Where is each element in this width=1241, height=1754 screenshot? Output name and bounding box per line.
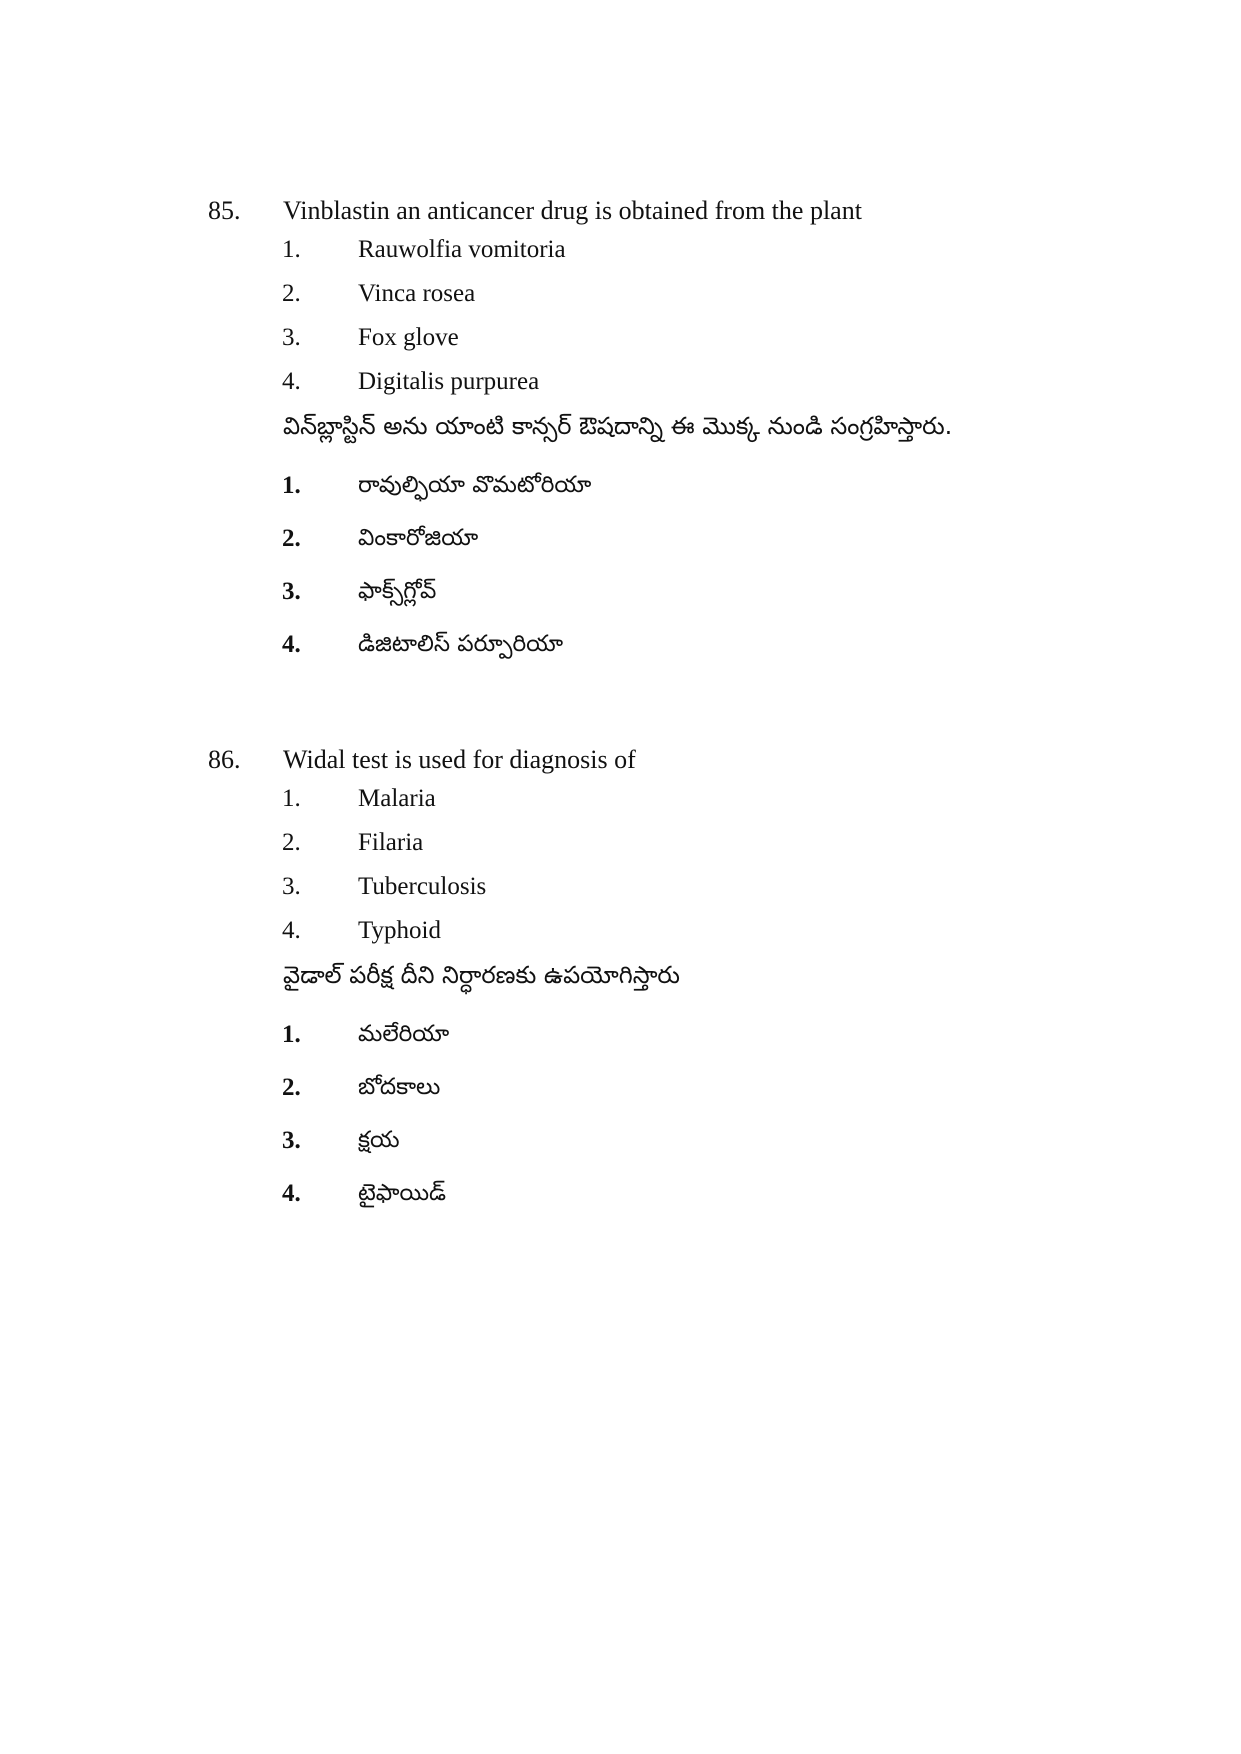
option-text: Tuberculosis [358,873,487,900]
option-number: 2. [282,1074,301,1101]
option-2-english [0,280,1241,324]
option-number: 4. [282,368,301,395]
question-85 [0,196,1241,684]
option-number: 2. [282,525,301,552]
option-3-english [0,873,1241,917]
option-text: Typhoid [358,917,441,944]
option-number: 3. [282,578,301,605]
option-text: రావుల్ఫియా వొమటోరియా [358,472,592,498]
option-number: 1. [282,1021,301,1048]
option-text: మలేరియా [358,1021,450,1047]
option-text: డిజిటాలిస్ పర్పూరియా [358,631,564,657]
option-text: Malaria [358,785,436,812]
question-text-telugu-row [0,961,1241,1021]
question-text-english: Vinblastin an anticancer drug is obtained from the plant [283,196,862,225]
question-text-telugu-row [0,412,1241,472]
option-text: Vinca rosea [358,280,476,307]
option-text: Filaria [358,829,424,856]
option-4-telugu [0,1180,1241,1233]
option-text: ఫాక్స్‌గ్లోవ్ [358,578,437,604]
option-text: Rauwolfia vomitoria [358,236,566,263]
option-1-english [0,236,1241,280]
option-1-telugu [0,1021,1241,1074]
option-4-telugu [0,631,1241,684]
option-number: 4. [282,631,301,658]
option-2-english [0,829,1241,873]
option-4-english [0,368,1241,412]
question-86 [0,745,1241,1233]
option-3-telugu [0,578,1241,631]
question-header [0,745,1241,785]
option-text: బోదకాలు [358,1074,441,1100]
option-3-telugu [0,1127,1241,1180]
option-number: 4. [282,1180,301,1207]
option-2-telugu [0,1074,1241,1127]
question-number: 85. [208,196,241,225]
option-number: 3. [282,1127,301,1154]
option-text: Digitalis purpurea [358,368,540,395]
question-text-telugu: విన్‌బ్లాస్టిన్ అను యాంటి కాన్సర్ ఔషదాన్ని ఈ మొక్క నుండి సంగ్రహిస్తారు. [283,412,953,440]
option-number: 2. [282,280,301,307]
question-number: 86. [208,745,241,774]
question-text-telugu: వైడాల్ పరీక్ష దీని నిర్ధారణకు ఉపయోగిస్తారు [283,961,680,989]
option-1-english [0,785,1241,829]
option-number: 1. [282,472,301,499]
option-2-telugu [0,525,1241,578]
option-number: 3. [282,324,301,351]
option-number: 1. [282,236,301,263]
option-3-english [0,324,1241,368]
option-number: 4. [282,917,301,944]
option-4-english [0,917,1241,961]
option-text: టైఫాయిడ్ [358,1180,447,1206]
option-text: క్షయ [358,1127,400,1153]
question-header [0,196,1241,236]
option-number: 2. [282,829,301,856]
option-number: 3. [282,873,301,900]
option-text: వింకారోజియా [358,525,479,551]
question-text-english: Widal test is used for diagnosis of [283,745,636,774]
option-number: 1. [282,785,301,812]
option-text: Fox glove [358,324,459,351]
option-1-telugu [0,472,1241,525]
